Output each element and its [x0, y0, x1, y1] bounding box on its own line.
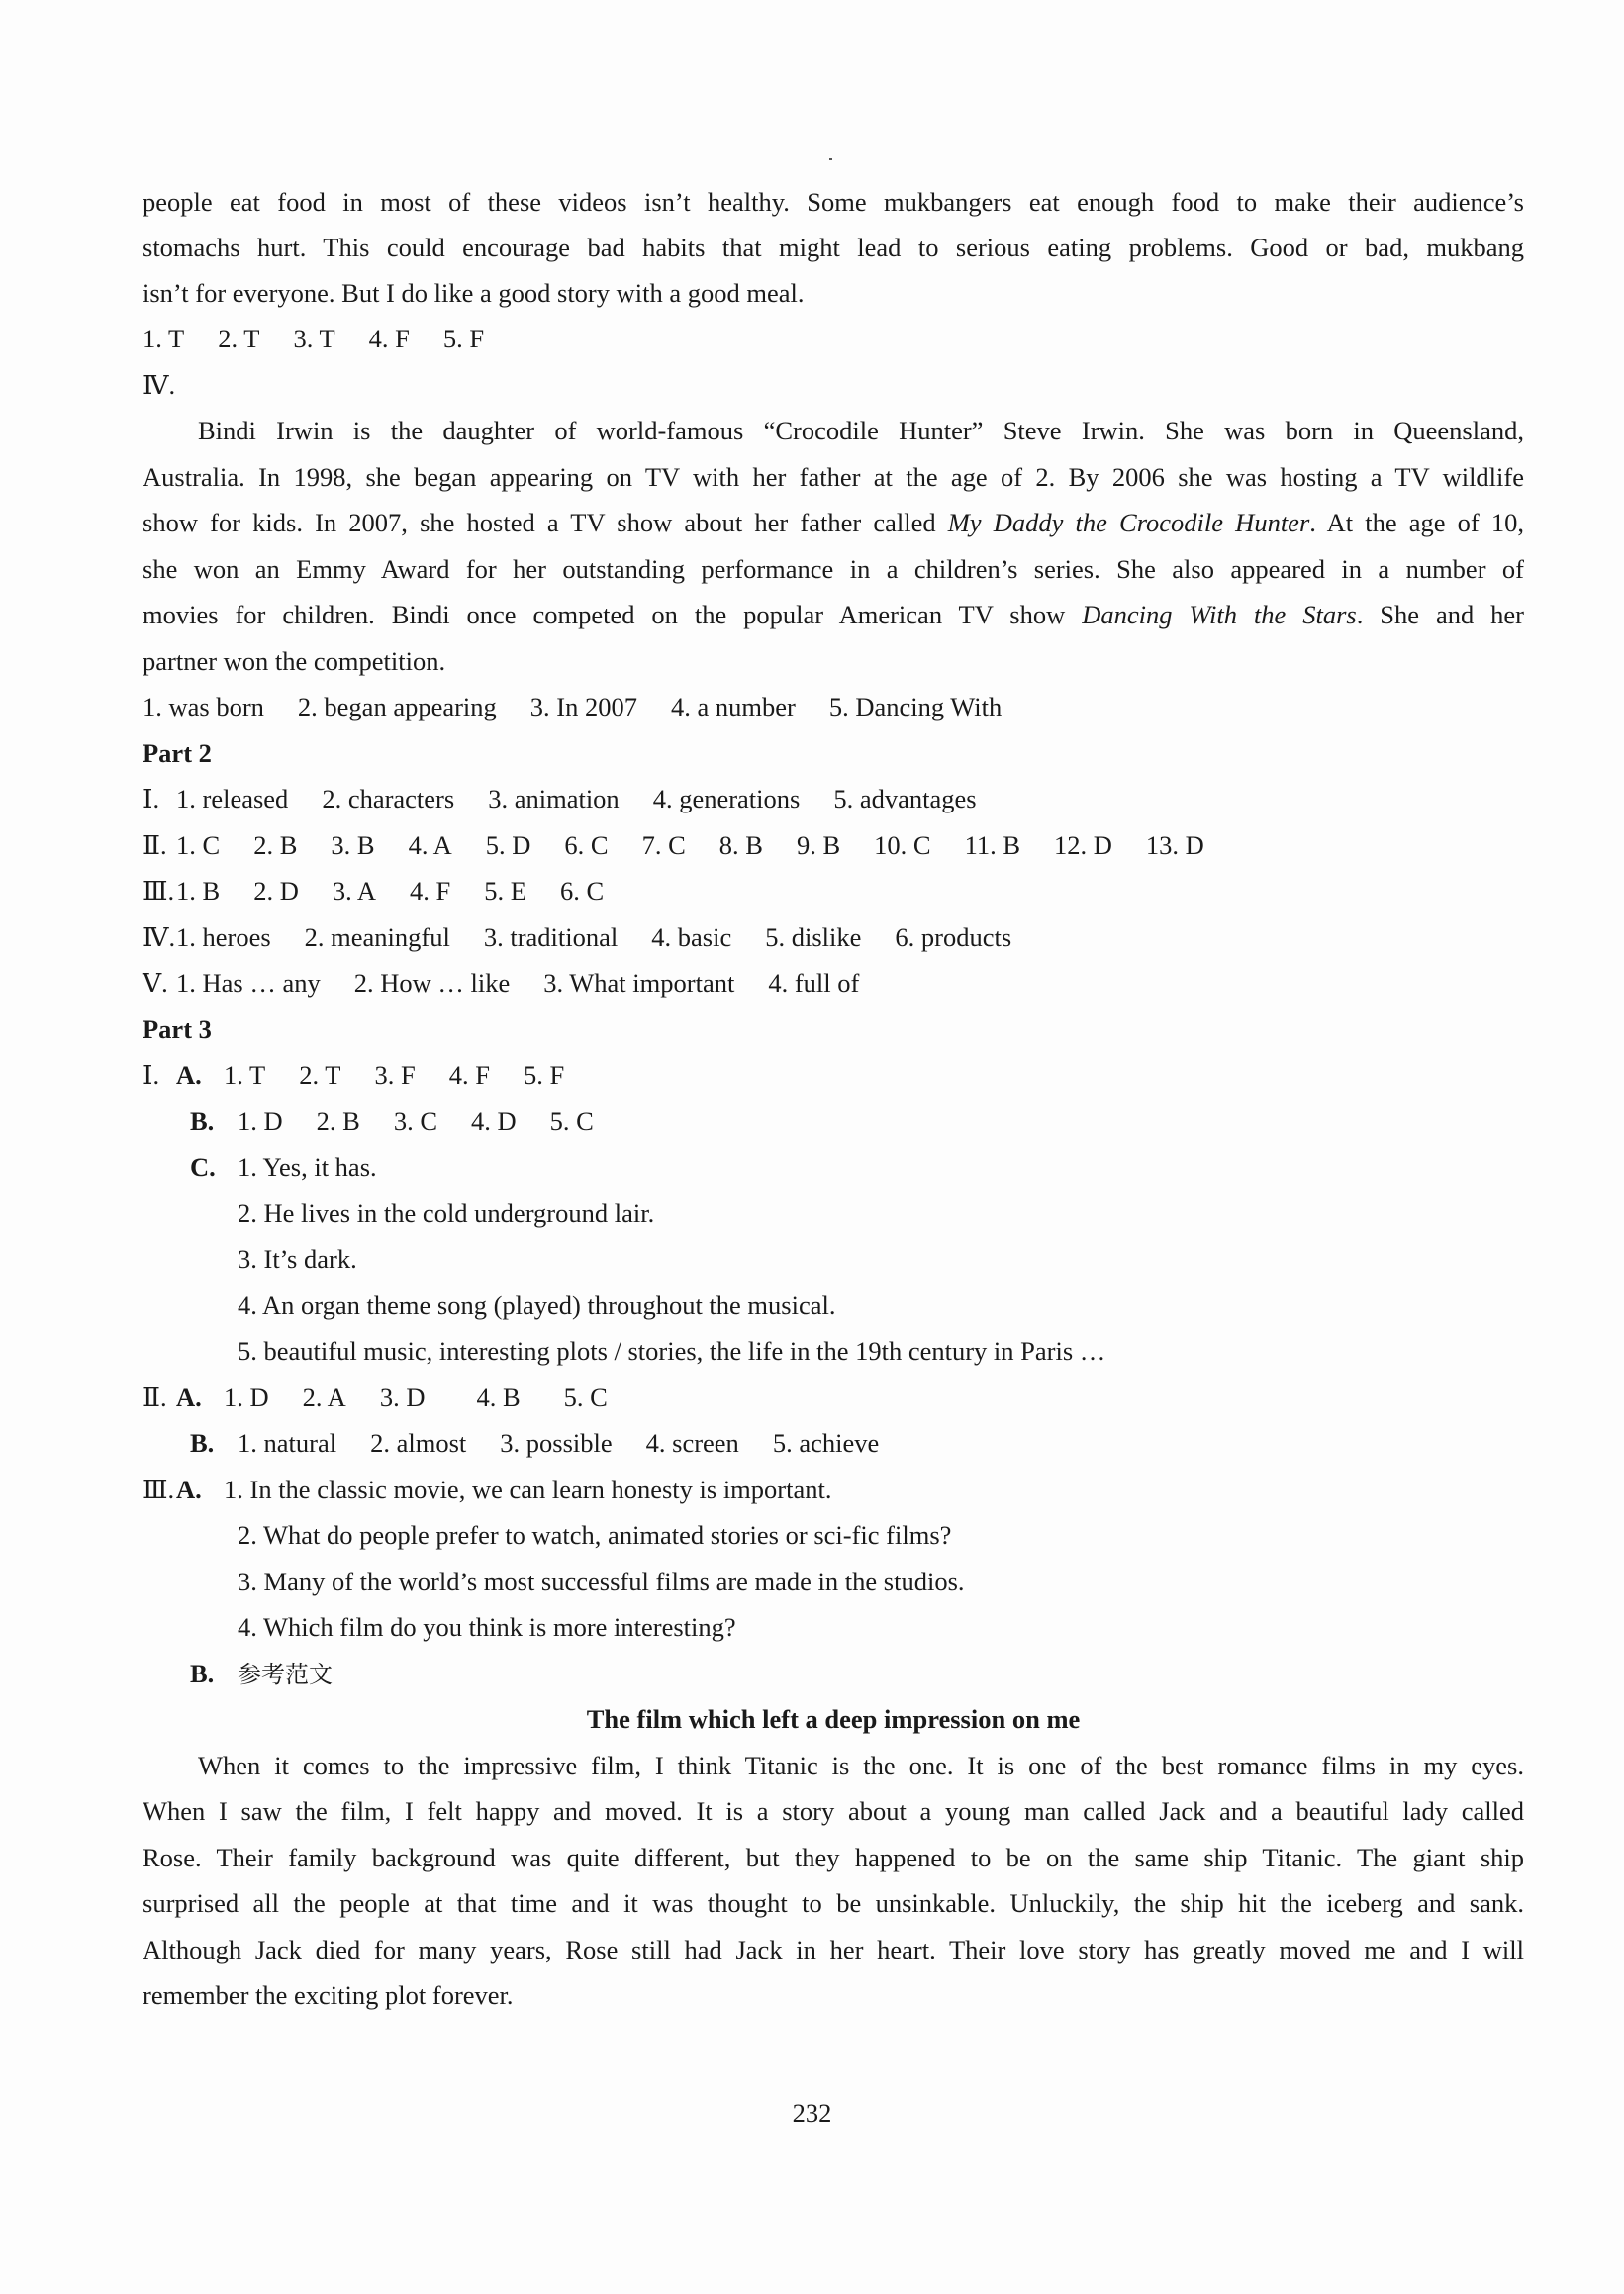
passage-line: partner won the competition. — [143, 646, 446, 676]
answer-item: 3. It’s dark. — [238, 1244, 357, 1274]
answers-row: B. 1. natural 2. almost 3. possible 4. screen 5. achieve — [190, 1428, 880, 1458]
page-number: 232 — [792, 2098, 832, 2128]
answer-item: 4. An organ theme song (played) throughout the musical. — [238, 1290, 836, 1320]
essay-line: When I saw the film, I felt happy and moved. It is a story about a young man called Jack and a beautiful lady called — [143, 1796, 1524, 1826]
answers-row: B. 参考范文 — [190, 1659, 333, 1688]
scan-mark — [829, 158, 832, 160]
passage-line: she won an Emmy Award for her outstanding performance in a children’s series. She also appeared in a number of — [143, 554, 1524, 584]
essay-line: remember the exciting plot forever. — [143, 1980, 514, 2010]
essay-line: Although Jack died for many years, Rose still had Jack in her heart. Their love story has greatly moved me and I will — [143, 1935, 1524, 1964]
answers-row: Ⅴ. 1. Has … any 2. How … like 3. What important 4. full of — [143, 968, 860, 998]
answers-row: Ⅳ.1. heroes 2. meaningful 3. traditional 4. basic 5. dislike 6. products — [143, 922, 1012, 952]
section-heading: Ⅳ. — [143, 370, 176, 400]
passage-line: Australia. In 1998, she began appearing on TV with her father at the age of 2. By 2006 she was hosting a TV wildlife — [143, 462, 1524, 492]
answers-row: Ⅰ. A. 1. T 2. T 3. F 4. F 5. F — [143, 1060, 565, 1090]
answers-row: 1. was born 2. began appearing 3. In 2007 4. a number 5. Dancing With — [143, 692, 1003, 721]
essay-line: surprised all the people at that time and it was thought to be unsinkable. Unluckily, the ship hit the iceberg and sank. — [143, 1888, 1524, 1918]
essay-title: The film which left a deep impression on me — [586, 1704, 1081, 1734]
passage-line: Bindi Irwin is the daughter of world-famous “Crocodile Hunter” Steve Irwin. She was born in Queensland, — [198, 416, 1524, 445]
answer-item: 5. beautiful music, interesting plots / stories, the life in the 19th century in Paris … — [238, 1336, 1106, 1366]
passage-line: movies for children. Bindi once competed on the popular American TV show Dancing With the Stars. She and her — [143, 600, 1524, 629]
answer-item: 4. Which film do you think is more interesting? — [238, 1612, 736, 1642]
passage-line: isn’t for everyone. But I do like a good story with a good meal. — [143, 278, 805, 308]
answers-row: Ⅱ. 1. C 2. B 3. B 4. A 5. D 6. C 7. C 8. B 9. B 10. C 11. B 12. D 13. D — [143, 830, 1204, 860]
essay-line: Rose. Their family background was quite different, but they happened to be on the same ship Titanic. The giant ship — [143, 1843, 1524, 1872]
answers-row: Ⅲ.A. 1. In the classic movie, we can learn honesty is important. — [143, 1475, 832, 1504]
answers-row: Ⅰ. 1. released 2. characters 3. animation 4. generations 5. advantages — [143, 784, 977, 813]
part-heading: Part 2 — [143, 738, 212, 768]
answers-row: B. 1. D 2. B 3. C 4. D 5. C — [190, 1106, 594, 1136]
answers-row: Ⅱ. A. 1. D 2. A 3. D 4. B 5. C — [143, 1383, 608, 1412]
passage-line: people eat food in most of these videos isn’t healthy. Some mukbangers eat enough food to make their audience’s — [143, 187, 1524, 217]
answer-item: 2. What do people prefer to watch, animated stories or sci-fic films? — [238, 1520, 952, 1550]
answer-item: 3. Many of the world’s most successful films are made in the studios. — [238, 1567, 965, 1596]
answers-row: Ⅲ.1. B 2. D 3. A 4. F 5. E 6. C — [143, 876, 605, 906]
answers-row: C. 1. Yes, it has. — [190, 1152, 377, 1182]
answers-row: 1. T 2. T 3. T 4. F 5. F — [143, 324, 485, 353]
answer-item: 2. He lives in the cold underground lair. — [238, 1198, 655, 1228]
essay-line: When it comes to the impressive film, I think Titanic is the one. It is one of the best romance films in my eyes. — [198, 1751, 1524, 1780]
passage-line: show for kids. In 2007, she hosted a TV show about her father called My Daddy the Crocodile Hunter. At the age of 10, — [143, 508, 1525, 537]
passage-line: stomachs hurt. This could encourage bad habits that might lead to serious eating problems. Good or bad, mukbang — [143, 233, 1524, 262]
part-heading: Part 3 — [143, 1014, 212, 1044]
